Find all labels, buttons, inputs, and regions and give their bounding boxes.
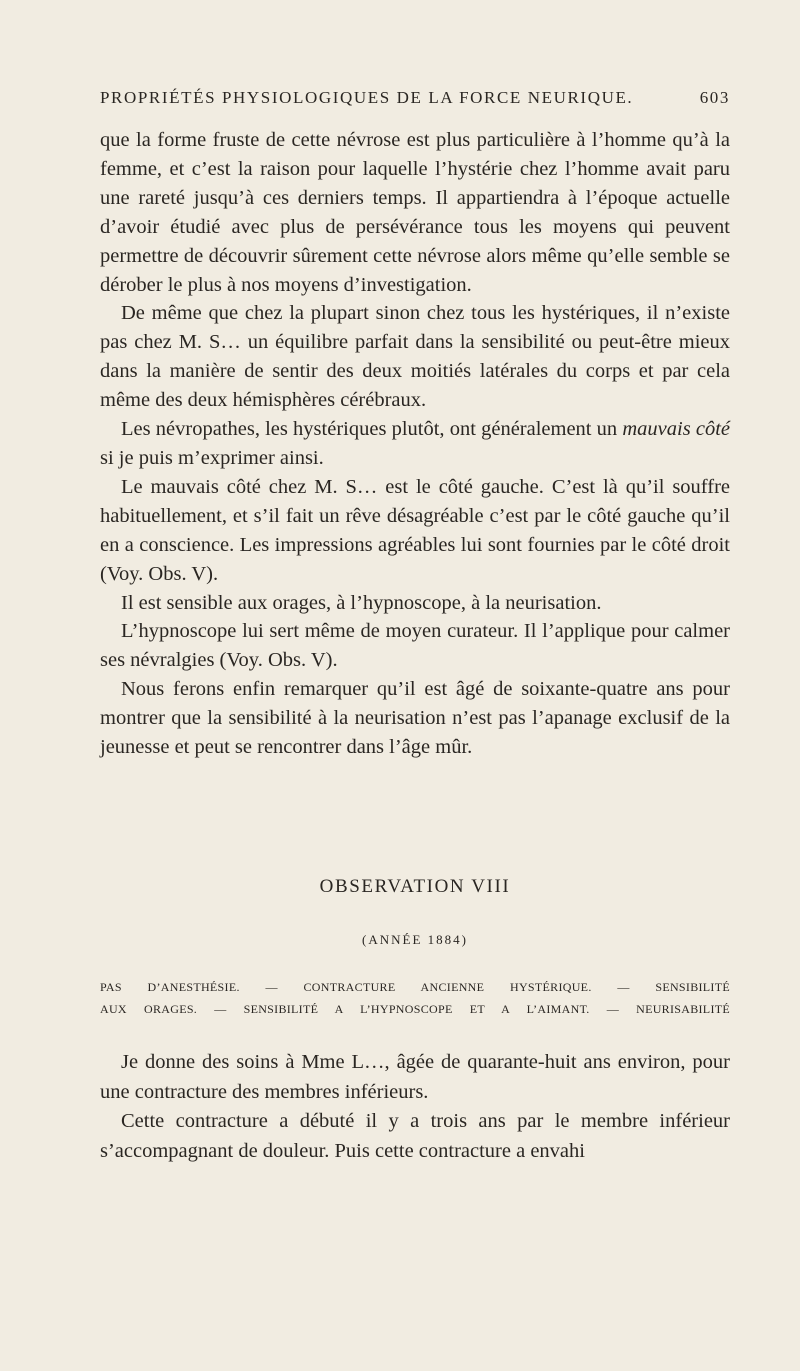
observation-text xyxy=(100,1048,730,1166)
paragraph: Nous ferons enfin remarquer qu’il est âgé de soixante-quatre ans pour montrer que la sensibilité à la neurisation n’est pas l’apanage exclusif de la jeunesse et peut se rencontrer dans l’âge mûr. xyxy=(100,678,730,759)
paragraph: Le mauvais côté chez M. S… est le côté gauche. C’est là qu’il souffre habituellement, et s’il fait un rêve désagréable c’est par le côté gauche qu’il en a conscience. Les impressions agréables lui sont fournies par le côté droit (Voy. Obs. V). xyxy=(100,475,730,585)
observation-year: (ANNÉE 1884) xyxy=(362,932,468,947)
paragraph-text: Les névropathes, les hystériques plutôt, ont généralement un xyxy=(121,418,623,441)
paragraph: L’hypnoscope lui sert même de moyen curateur. Il l’applique pour calmer ses névralgies (Voy. Obs. V). xyxy=(100,620,730,672)
summary-line: AUX ORAGES. — SENSIBILITÉ A L’HYPNOSCOPE ET A L’AIMANT. — NEURISABILITÉ xyxy=(100,1002,730,1016)
paragraph xyxy=(100,415,730,473)
paragraph: Il est sensible aux orages, à l’hypnoscope, à la neurisation. xyxy=(121,591,602,614)
running-title: PROPRIÉTÉS PHYSIOLOGIQUES DE LA FORCE NEURIQUE. xyxy=(100,88,634,107)
observation-summary xyxy=(100,976,730,1020)
italic-phrase: mauvais côté xyxy=(622,418,730,441)
paragraph-text: si je puis m’exprimer ainsi. xyxy=(100,446,324,469)
observation-title: OBSERVATION VIII xyxy=(319,876,511,897)
paragraph: Je donne des soins à Mme L…, âgée de quarante-huit ans environ, pour une contracture des membres inférieurs. xyxy=(100,1051,730,1103)
page-number: 603 xyxy=(699,88,730,107)
summary-line: PAS D’ANESTHÉSIE. — CONTRACTURE ANCIENNE HYSTÉRIQUE. — SENSIBILITÉ xyxy=(100,980,730,994)
paragraph: Cette contracture a débuté il y a trois ans par le membre inférieur s’accompagnant de douleur. Puis cette contracture a envahi xyxy=(100,1110,730,1162)
paragraph: De même que chez la plupart sinon chez tous les hystériques, il n’existe pas chez M. S… un équilibre parfait dans la sensibilité ou peut-être mieux dans la manière de sentir des deux moitiés latérales du corps et par cela même des deux hémisphères cérébraux. xyxy=(100,302,730,412)
main-text xyxy=(100,126,730,762)
paragraph: que la forme fruste de cette névrose est plus particulière à l’homme qu’à la femme, et c’est la raison pour laquelle l’hystérie chez l’homme avait paru une rareté jusqu’à ces derniers temps. Il appartiendra à l’époque actuelle d’avoir étudié avec plus de persévérance tous les moyens qui peuvent permettre de découvrir sûrement cette névrose alors même qu’elle semble se dérober le plus à nos moyens d’investigation. xyxy=(100,129,730,296)
running-header xyxy=(100,88,730,108)
